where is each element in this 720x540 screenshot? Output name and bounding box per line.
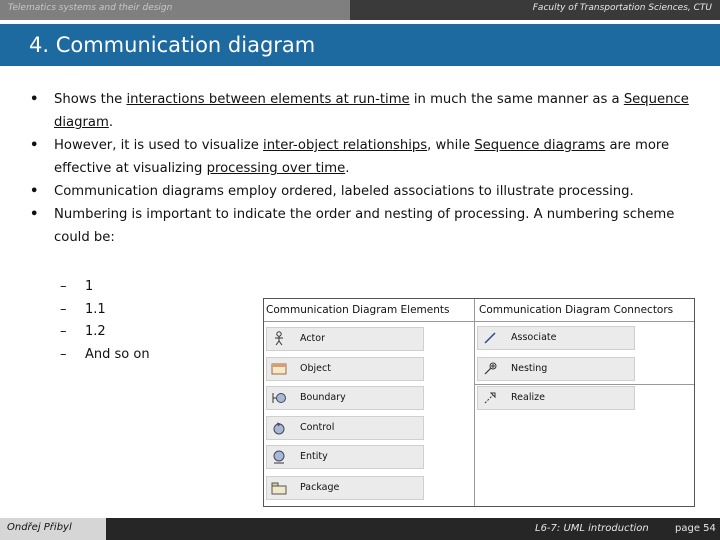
course-title: Telematics systems and their design — [8, 3, 173, 13]
bullet-item: • Numbering is important to indicate the order and nesting of processing. A numbering scheme could be: — [30, 207, 675, 245]
lecture-title: L6-7: UML introduction — [535, 523, 649, 534]
toolbox-item-realize: Realize — [477, 386, 635, 410]
underlined-term: Sequence diagrams — [474, 138, 606, 153]
bullet-list — [28, 88, 698, 249]
toolbox-item-actor: Actor — [266, 327, 424, 351]
connectors-header: Communication Diagram Connectors — [475, 299, 694, 322]
associate-icon — [482, 330, 498, 346]
numbering-item: – And so on — [60, 346, 150, 362]
numbering-item: – 1 — [60, 279, 94, 294]
toolbox-figure — [263, 298, 695, 507]
toolbox-item-entity: Entity — [266, 445, 424, 469]
numbering-item: – 1.2 — [60, 324, 106, 339]
boundary-icon — [271, 390, 287, 406]
toolbox-item-associate: Associate — [477, 326, 635, 350]
page-number: page 54 — [675, 523, 716, 534]
title-bar — [0, 24, 720, 66]
underlined-term: processing over time — [206, 161, 346, 176]
toolbox-item-boundary: Boundary — [266, 386, 424, 410]
toolbox-item-object: Object — [266, 357, 424, 381]
slide-title: 4. Communication diagram — [29, 33, 316, 57]
underlined-term: inter-object relationships — [263, 138, 428, 153]
realize-icon — [482, 390, 498, 406]
author-name: Ondřej Přibyl — [7, 522, 72, 533]
faculty-name: Faculty of Transportation Sciences, CTU — [532, 3, 712, 13]
bullet-item: • Shows the interactions between elements at run-time in much the same manner as a Sequence diagram. — [30, 92, 689, 130]
toolbox-item-nesting: Nesting — [477, 357, 635, 381]
entity-icon — [271, 449, 287, 465]
package-icon — [271, 480, 287, 496]
elements-header: Communication Diagram Elements — [264, 299, 474, 322]
underlined-term: interactions between elements at run-time — [126, 92, 410, 107]
underlined-term: Sequence diagram — [54, 92, 689, 130]
control-icon — [271, 420, 287, 436]
actor-icon — [271, 331, 287, 347]
toolbox-item-package: Package — [266, 476, 424, 500]
toolbox-item-control: Control — [266, 416, 424, 440]
numbering-list — [60, 276, 150, 366]
nesting-icon — [482, 361, 498, 377]
bullet-item: • However, it is used to visualize inter-object relationships, while Sequence diagrams are more effective at visualizing processing over time. — [30, 138, 670, 176]
bullet-item: • Communication diagrams employ ordered, labeled associations to illustrate processing. — [30, 184, 634, 199]
object-icon — [271, 361, 287, 377]
numbering-item: – 1.1 — [60, 301, 106, 317]
elements-column — [264, 299, 475, 506]
